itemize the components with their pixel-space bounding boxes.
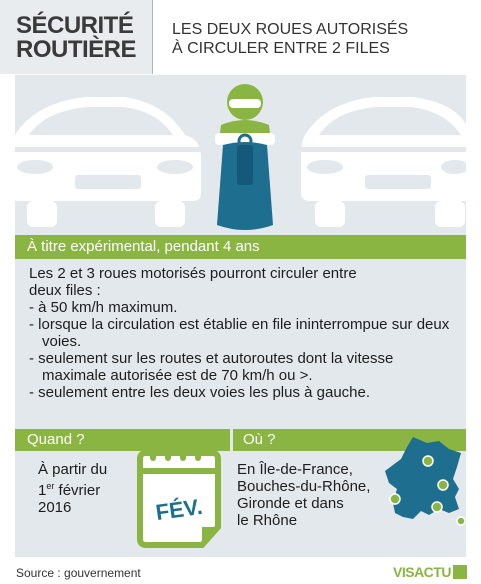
visactu-logo — [393, 564, 467, 580]
when-label: Quand ? — [27, 431, 85, 448]
when-year: 2016 — [38, 499, 72, 516]
bullet-roads: - seulement sur les routes et autoroutes dont la vitesse maximale autorisée est de 70 km/h ou >. — [29, 350, 394, 384]
when-day-suffix: er — [46, 481, 55, 491]
header — [0, 0, 481, 74]
where-line-1: En Île-de-France, — [237, 461, 353, 478]
marker-bouches-du-rhone — [432, 502, 442, 512]
where-label: Où ? — [243, 431, 276, 448]
when-text — [38, 461, 107, 516]
intro-line-2: deux files : — [29, 282, 101, 299]
when-day: 1 — [38, 482, 47, 499]
where-line-3: Gironde et dans — [237, 495, 344, 512]
intro-line-1: Les 2 et 3 roues motorisés pourront circuler entre — [29, 265, 357, 282]
marker-ile-de-france — [423, 456, 433, 466]
marker-gironde — [390, 494, 400, 504]
page-subtitle — [172, 20, 408, 58]
where-text — [237, 461, 370, 529]
subtitle-line-1: LES DEUX ROUES AUTORISÉS — [172, 21, 409, 38]
left-car-icon — [15, 97, 201, 227]
where-line-2: Bouches-du-Rhône, — [237, 478, 371, 495]
bullet-speed: - à 50 km/h maximum. — [29, 299, 178, 316]
when-line-1: À partir du — [38, 461, 108, 478]
marker-corsica — [457, 517, 465, 525]
logo-text: VISACTU — [393, 564, 451, 580]
header-title-block — [0, 0, 152, 74]
calendar-month-label: FÉV. — [154, 493, 205, 526]
header-divider — [152, 0, 153, 74]
page-title — [16, 14, 136, 62]
experimental-details — [29, 265, 459, 401]
experimental-label: À titre expérimental, pendant 4 ans — [27, 238, 260, 255]
when-date — [38, 478, 107, 499]
source-note: Source : gouvernement — [16, 566, 141, 580]
marker-rhone — [438, 480, 448, 490]
title-line-2: ROUTIÈRE — [16, 36, 137, 63]
bullet-traffic: - lorsque la circulation est établie en file ininterrompue sur deux voies. — [29, 316, 450, 350]
subtitle-line-2: À CIRCULER ENTRE 2 FILES — [172, 40, 390, 57]
france-map-icon — [383, 433, 465, 528]
when-month: février — [54, 482, 101, 499]
traffic-illustration — [15, 75, 466, 235]
where-line-4: le Rhône — [237, 512, 298, 529]
calendar-icon — [132, 437, 224, 549]
scooter-rider-icon — [215, 84, 275, 230]
title-line-1: SÉCURITÉ — [16, 12, 134, 39]
right-car-icon — [301, 97, 466, 227]
experimental-bar — [15, 235, 466, 259]
logo-mark-icon — [453, 565, 467, 579]
bullet-lanes: - seulement entre les deux voies les plus à gauche. — [29, 384, 371, 401]
